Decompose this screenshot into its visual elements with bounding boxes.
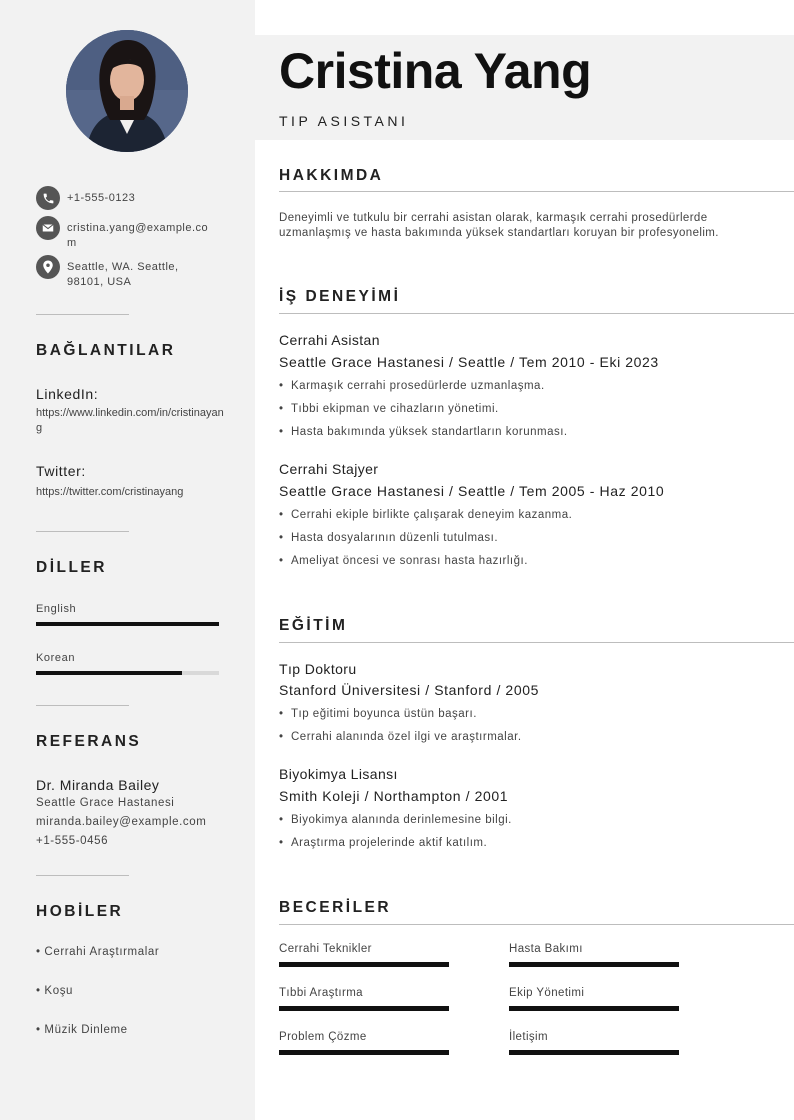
section-rule bbox=[279, 191, 794, 192]
twitter-link[interactable]: https://twitter.com/cristinayang bbox=[36, 486, 184, 498]
job-bullet: • Tıbbi ekipman ve cihazların yönetimi. bbox=[279, 403, 499, 415]
job-subtitle: Seattle Grace Hastanesi / Seattle / Tem 2010 - Eki 2023 bbox=[279, 354, 659, 370]
reference-email[interactable]: miranda.bailey@example.com bbox=[36, 816, 207, 828]
phone-text: +1-555-0123 bbox=[67, 192, 136, 204]
education-title: Tıp Doktoru bbox=[279, 661, 357, 677]
skill-level-fill bbox=[279, 1050, 449, 1055]
contact-email bbox=[36, 216, 212, 251]
profile-photo bbox=[66, 30, 188, 152]
hobby-label: Koşu bbox=[44, 985, 74, 997]
job-subtitle: Seattle Grace Hastanesi / Seattle / Tem 2005 - Haz 2010 bbox=[279, 483, 665, 499]
reference-org: Seattle Grace Hastanesi bbox=[36, 797, 175, 809]
skill-level-bar bbox=[279, 962, 449, 967]
email-text[interactable]: cristina.yang@example.com bbox=[67, 222, 209, 249]
language-name: Korean bbox=[36, 652, 76, 664]
skill-name: Problem Çözme bbox=[279, 1031, 367, 1043]
bullet-text: Cerrahi alanında özel ilgi ve araştırmalar. bbox=[291, 731, 522, 743]
bullet-text: Karmaşık cerrahi prosedürlerde uzmanlaşma. bbox=[291, 380, 545, 392]
hobbies-heading: HOBİLER bbox=[36, 903, 124, 920]
education-bullet: • Tıp eğitimi boyunca üstün başarı. bbox=[279, 708, 477, 720]
bullet-text: Ameliyat öncesi ve sonrası hasta hazırlığı. bbox=[291, 555, 528, 567]
skill-level-bar bbox=[509, 962, 679, 967]
person-name: Cristina Yang bbox=[279, 43, 592, 99]
location-pin-icon bbox=[36, 255, 60, 279]
contact-phone bbox=[36, 186, 212, 210]
experience-heading: İŞ DENEYİMİ bbox=[279, 288, 401, 305]
education-bullet: • Araştırma projelerinde aktif katılım. bbox=[279, 837, 488, 849]
bullet-text: Tıp eğitimi boyunca üstün başarı. bbox=[291, 708, 477, 720]
education-bullet: • Cerrahi alanında özel ilgi ve araştırmalar. bbox=[279, 731, 522, 743]
hobby-item: • Koşu bbox=[36, 985, 74, 997]
links-heading: BAĞLANTILAR bbox=[36, 342, 176, 359]
hobby-label: Müzik Dinleme bbox=[44, 1024, 128, 1036]
linkedin-link[interactable]: https://www.linkedin.com/in/cristinayang bbox=[36, 407, 224, 434]
reference-phone: +1-555-0456 bbox=[36, 835, 109, 847]
job-bullet: • Cerrahi ekiple birlikte çalışarak deneyim kazanma. bbox=[279, 509, 573, 521]
bullet-text: Biyokimya alanında derinlemesine bilgi. bbox=[291, 814, 512, 826]
languages-heading: DİLLER bbox=[36, 559, 107, 576]
skill-name: Hasta Bakımı bbox=[509, 943, 583, 955]
sidebar bbox=[0, 0, 255, 1120]
skill-level-bar bbox=[509, 1006, 679, 1011]
education-title: Biyokimya Lisansı bbox=[279, 766, 398, 782]
skill-name: İletişim bbox=[509, 1031, 548, 1043]
job-title: Cerrahi Stajyer bbox=[279, 461, 379, 477]
skill-level-fill bbox=[509, 1050, 679, 1055]
hobby-item: • Cerrahi Araştırmalar bbox=[36, 946, 160, 958]
skills-heading: BECERİLER bbox=[279, 899, 392, 916]
education-heading: EĞİTİM bbox=[279, 617, 348, 634]
education-bullet: • Biyokimya alanında derinlemesine bilgi. bbox=[279, 814, 512, 826]
section-rule bbox=[279, 642, 794, 643]
bullet-text: Araştırma projelerinde aktif katılım. bbox=[291, 837, 488, 849]
skill-level-fill bbox=[279, 1006, 449, 1011]
education-subtitle: Stanford Üniversitesi / Stanford / 2005 bbox=[279, 682, 539, 698]
skill-level-fill bbox=[509, 1006, 679, 1011]
linkedin-label: LinkedIn: bbox=[36, 386, 99, 402]
education-subtitle: Smith Koleji / Northampton / 2001 bbox=[279, 788, 509, 804]
hobby-item: • Müzik Dinleme bbox=[36, 1024, 128, 1036]
section-rule bbox=[279, 924, 794, 925]
bullet-text: Hasta dosyalarının düzenli tutulması. bbox=[291, 532, 499, 544]
phone-icon bbox=[36, 186, 60, 210]
sidebar-divider bbox=[36, 314, 129, 315]
job-bullet: • Ameliyat öncesi ve sonrası hasta hazırlığı. bbox=[279, 555, 528, 567]
skill-name: Tıbbi Araştırma bbox=[279, 987, 363, 999]
job-bullet: • Karmaşık cerrahi prosedürlerde uzmanlaşma. bbox=[279, 380, 545, 392]
skill-name: Ekip Yönetimi bbox=[509, 987, 585, 999]
skill-level-bar bbox=[509, 1050, 679, 1055]
sidebar-divider bbox=[36, 705, 129, 706]
hobby-label: Cerrahi Araştırmalar bbox=[44, 946, 160, 958]
bullet-text: Tıbbi ekipman ve cihazların yönetimi. bbox=[291, 403, 499, 415]
person-role: TIP ASISTANI bbox=[279, 113, 409, 129]
skill-name: Cerrahi Teknikler bbox=[279, 943, 372, 955]
mail-icon bbox=[36, 216, 60, 240]
reference-name: Dr. Miranda Bailey bbox=[36, 777, 160, 793]
skill-level-bar bbox=[279, 1006, 449, 1011]
about-text: Deneyimli ve tutkulu bir cerrahi asistan olarak, karmaşık cerrahi prosedürlerde uzmanlaşmış ve hasta bakımında yüksek standartları koruyan bir profesyonelim. bbox=[279, 212, 719, 239]
job-title: Cerrahi Asistan bbox=[279, 332, 380, 348]
twitter-label: Twitter: bbox=[36, 463, 86, 479]
language-name: English bbox=[36, 603, 77, 615]
address-text: Seattle, WA. Seattle, 98101, USA bbox=[67, 261, 179, 288]
language-level-fill bbox=[36, 671, 182, 675]
job-bullet: • Hasta bakımında yüksek standartların korunması. bbox=[279, 426, 568, 438]
section-rule bbox=[279, 313, 794, 314]
skill-level-fill bbox=[509, 962, 679, 967]
bullet-text: Hasta bakımında yüksek standartların korunması. bbox=[291, 426, 568, 438]
bullet-text: Cerrahi ekiple birlikte çalışarak deneyim kazanma. bbox=[291, 509, 573, 521]
language-level-bar bbox=[36, 622, 219, 626]
contact-address bbox=[36, 255, 197, 290]
sidebar-divider bbox=[36, 531, 129, 532]
skill-level-fill bbox=[279, 962, 449, 967]
job-bullet: • Hasta dosyalarının düzenli tutulması. bbox=[279, 532, 499, 544]
language-level-fill bbox=[36, 622, 219, 626]
about-heading: HAKKIMDA bbox=[279, 167, 384, 184]
sidebar-divider bbox=[36, 875, 129, 876]
language-level-bar bbox=[36, 671, 219, 675]
references-heading: REFERANS bbox=[36, 733, 142, 750]
skill-level-bar bbox=[279, 1050, 449, 1055]
